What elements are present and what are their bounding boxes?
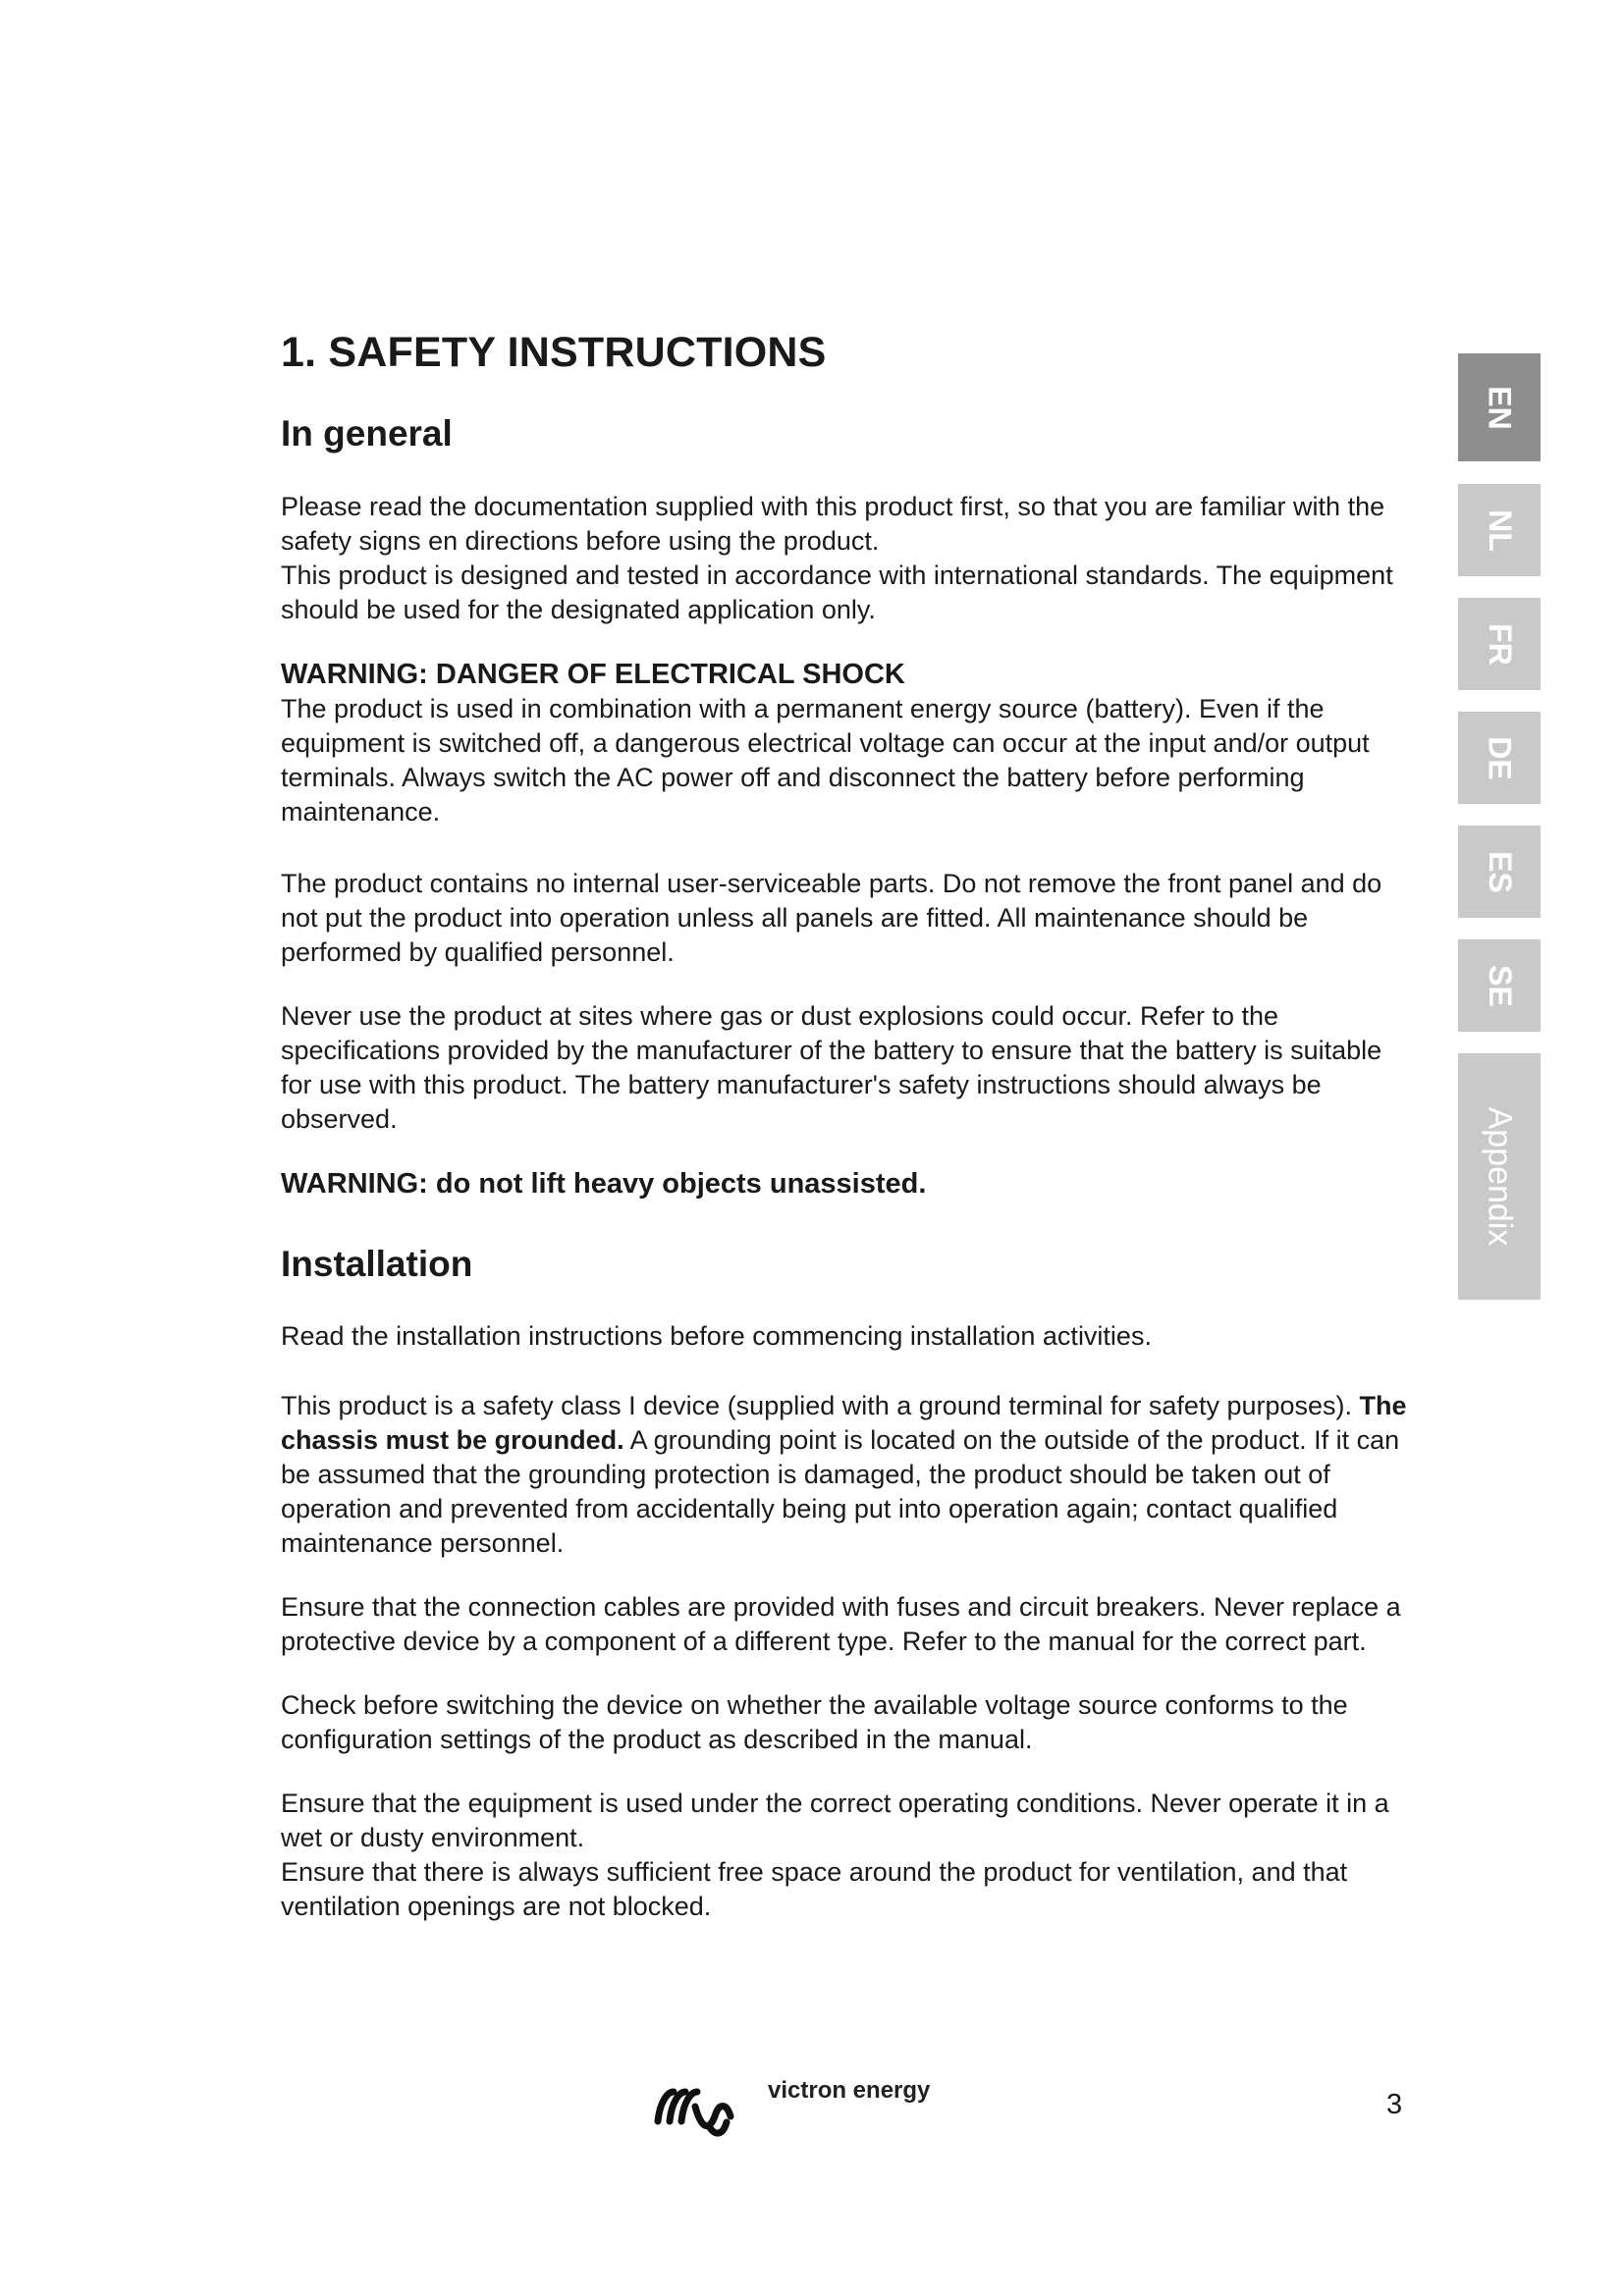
tab-en[interactable]: EN [1458, 353, 1541, 461]
safety-class-text-b: A grounding point is located on the outside of the product. If it can be assumed that the grounding protection is damaged, the product should be taken out of operation and prevented from accidentally being put into operation again; contact qualified maintenance personnel. [281, 1425, 1400, 1559]
paragraph-gas-explosions: Never use the product at sites where gas or dust explosions could occur. Refer to the specifications provided by the manufacturer of the battery to ensure that the battery is suitable for use with this product. The battery manufacturer's safety instructions should always be observed. [281, 1000, 1382, 1134]
tab-appendix[interactable]: Appendix [1458, 1053, 1541, 1300]
section-title-general: In general [281, 413, 453, 454]
paragraph-fuses: Ensure that the connection cables are provided with fuses and circuit breakers. Never replace a protective device by a component of a different type. Refer to the manual for the correct part. [281, 1592, 1401, 1657]
page-title: 1. SAFETY INSTRUCTIONS [281, 329, 827, 376]
paragraph-ventilation: Ensure that there is always sufficient free space around the product for ventilation, and that ventilation openings are not blocked. [281, 1857, 1348, 1922]
paragraph-internal-parts: The product contains no internal user-serviceable parts. Do not remove the front panel and do not put the product into operation unless all panels are fitted. All maintenance should be performed by qualified personnel. [281, 868, 1382, 967]
tab-nl[interactable]: NL [1458, 484, 1541, 576]
section-title-installation: Installation [281, 1243, 473, 1284]
safety-class-bold: The chassis must be grounded. [281, 1391, 1407, 1456]
tab-de[interactable]: DE [1458, 712, 1541, 804]
paragraph-standards: This product is designed and tested in accordance with international standards. The equipment should be used for the designated application only. [281, 560, 1393, 624]
tab-se[interactable]: SE [1458, 939, 1541, 1032]
paragraph-conditions: Ensure that the equipment is used under the correct operating conditions. Never operate it in a wet or dusty environment. [281, 1789, 1389, 1853]
victron-logo-icon [650, 2067, 768, 2146]
warning-shock-text: The product is used in combination with a permanent energy source (battery). Even if the equipment is switched off, a dangerous electrical voltage can occur at the input and/or output terminals. Always switch the AC power off and disconnect the battery before performing maintenance. [281, 693, 1370, 827]
paragraph-voltage: Check before switching the device on whether the available voltage source conforms to the configuration settings of the product as described in the manual. [281, 1690, 1348, 1755]
safety-class-text-a: This product is a safety class I device (supplied with a ground terminal for safety purposes). [281, 1391, 1360, 1421]
logo-text: victron energy [768, 2077, 931, 2104]
paragraph-read-install: Read the installation instructions before commencing installation activities. [281, 1321, 1152, 1352]
tab-fr[interactable]: FR [1458, 598, 1541, 690]
warning-shock-title: WARNING: DANGER OF ELECTRICAL SHOCK [281, 658, 905, 690]
tab-es[interactable]: ES [1458, 826, 1541, 918]
page-number: 3 [1386, 2089, 1403, 2120]
paragraph-safety-class [281, 1389, 1420, 1561]
warning-lift: WARNING: do not lift heavy objects unassisted. [281, 1167, 927, 1200]
main-content [281, 329, 1420, 1953]
paragraph-read-docs: Please read the documentation supplied with this product first, so that you are familiar with the safety signs en directions before using the product. [281, 491, 1385, 556]
victron-logo [650, 2067, 945, 2146]
